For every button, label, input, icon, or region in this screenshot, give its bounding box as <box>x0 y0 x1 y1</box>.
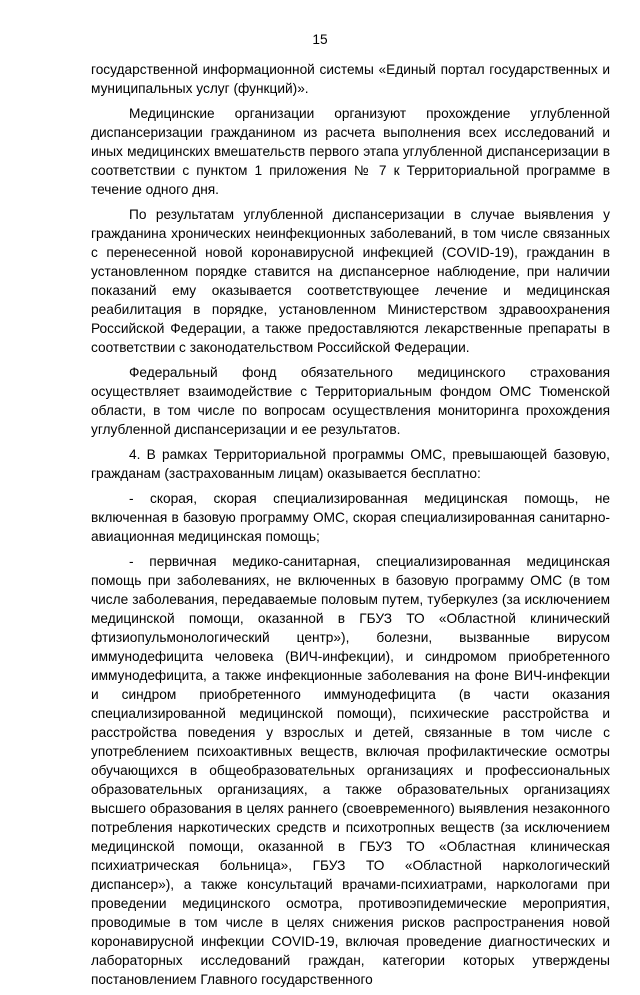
paragraph-continuation: государственной информационной системы «Единый портал государственных и муниципальных услуг (функций)». <box>91 62 610 96</box>
document-body <box>91 60 610 995</box>
list-item-primary-care: - первичная медико-санитарная, специализированная медицинская помощь при заболеваниях, не включенных в базовую программу ОМС (в том числе заболевания, передаваемые половым путем, туберкулез (за исключением медицинской помощи, оказанной в ГБУЗ ТО «Областной клинический фтизиопульмонологический центр»), болезни, вызванные вирусом иммунодефицита человека (ВИЧ-инфекции), и синдромом приобретенного иммунодефицита, а также инфекционные заболевания на фоне ВИЧ-инфекции и синдром приобретенного иммунодефицита (в части оказания специализированной медицинской помощи), психические расстройства и расстройства поведения у взрослых и детей, связанные в том числе с употреблением психоактивных веществ, включая профилактические осмотры обучающихся в общеобразовательных организациях и профессиональных образовательных организациях, а также образовательных организациях высшего образования в целях раннего (своевременного) выявления незаконного потребления наркотических средств и психотропных веществ (за исключением медицинской помощи, оказанной в ГБУЗ ТО «Областная клиническая психиатрическая больница», ГБУЗ ТО «Областной наркологический диспансер»), а также консультаций врачами-психиатрами, наркологами при проведении медицинского осмотра, противоэпидемические мероприятия, проводимые в том числе в целях снижения рисков распространения новой коронавирусной инфекции COVID-19, включая проведение диагностических и лабораторных исследований граждан, категории которых утверждены постановлением Главного государственного <box>91 554 610 987</box>
paragraph-one-day-examination: Медицинские организации организуют прохождение углубленной диспансеризации гражданином из расчета выполнения всех исследований и иных медицинских вмешательств первого этапа углубленной диспансеризации в соответствии с пунктом 1 приложения № 7 к Территориальной программе в течение одного дня. <box>91 106 610 197</box>
page-number: 15 <box>312 32 328 47</box>
paragraph-item-4: 4. В рамках Территориальной программы ОМС, превышающей базовую, гражданам (застрахованным лицам) оказывается бесплатно: <box>91 447 610 481</box>
paragraph-federal-fund: Федеральный фонд обязательного медицинского страхования осуществляет взаимодействие с Территориальным фондом ОМС Тюменской области, в том числе по вопросам осуществления мониторинга прохождения углубленной диспансеризации и ее результатов. <box>91 365 610 437</box>
paragraph-dispensary-observation: По результатам углубленной диспансеризации в случае выявления у гражданина хронических неинфекционных заболеваний, в том числе связанных с перенесенной новой коронавирусной инфекцией (COVID-19), гражданин в установленном порядке ставится на диспансерное наблюдение, при наличии показаний ему оказывается соответствующее лечение и медицинская реабилитация в порядке, установленном Министерством здравоохранения Российской Федерации, а также предоставляются лекарственные препараты в соответствии с законодательством Российской Федерации. <box>91 207 610 355</box>
list-item-emergency-care: - скорая, скорая специализированная медицинская помощь, не включенная в базовую программу ОМС, скорая специализированная санитарно-авиационная медицинская помощь; <box>91 491 610 544</box>
